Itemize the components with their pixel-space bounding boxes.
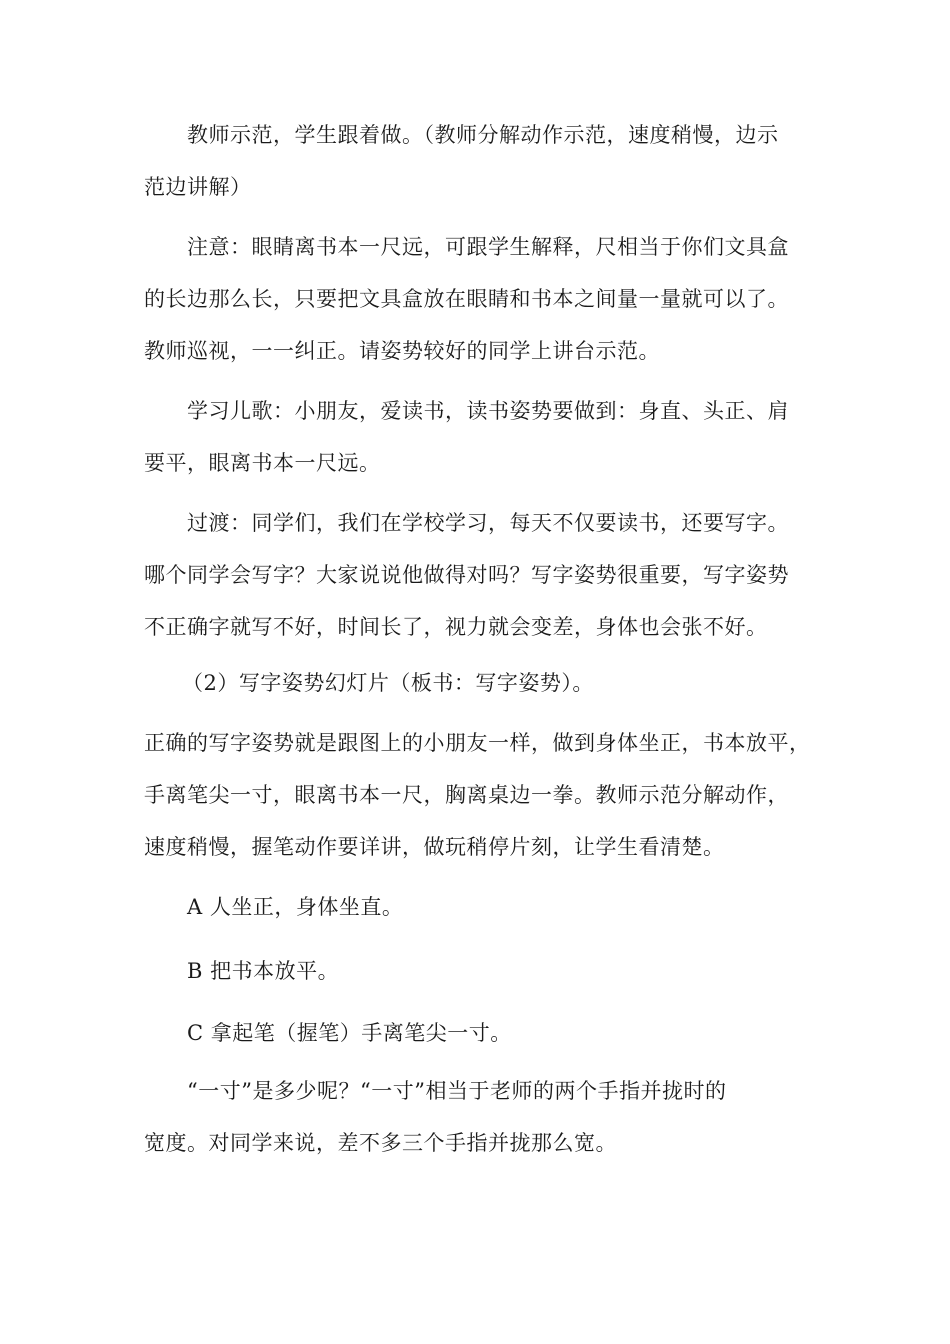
- paragraph-1-line-2: 范边讲解）: [144, 175, 252, 199]
- paragraph-3-line-1: 学习儿歌：小朋友，爱读书，读书姿势要做到：身直、头正、肩: [187, 399, 789, 423]
- paragraph-4-line-1: 过渡：同学们，我们在学校学习，每天不仅要读书，还要写字。: [187, 511, 789, 535]
- paragraph-10-line-1: “一寸”是多少呢？“一寸”相当于老师的两个手指并拢时的: [187, 1079, 727, 1103]
- paragraph-6-line-1: 正确的写字姿势就是跟图上的小朋友一样，做到身体坐正，书本放平，: [144, 731, 811, 755]
- list-item-a: A 人坐正，身体坐直。: [187, 895, 404, 919]
- paragraph-2-line-1: 注意：眼睛离书本一尺远，可跟学生解释，尺相当于你们文具盒: [187, 235, 789, 259]
- paragraph-4-line-2: 哪个同学会写字？大家说说他做得对吗？写字姿势很重要，写字姿势: [144, 563, 789, 587]
- paragraph-2-line-3: 教师巡视，一一纠正。请姿势较好的同学上讲台示范。: [144, 339, 660, 363]
- paragraph-6-line-2: 手离笔尖一寸，眼离书本一尺，胸离桌边一拳。教师示范分解动作，: [144, 783, 789, 807]
- list-item-c: C 拿起笔（握笔）手离笔尖一寸。: [187, 1021, 512, 1045]
- paragraph-10-line-2: 宽度。对同学来说，差不多三个手指并拢那么宽。: [144, 1131, 617, 1155]
- paragraph-4-line-3: 不正确字就写不好，时间长了，视力就会变差，身体也会张不好。: [144, 615, 768, 639]
- paragraph-2-line-2: 的长边那么长，只要把文具盒放在眼睛和书本之间量一量就可以了。: [144, 287, 789, 311]
- paragraph-6-line-3: 速度稍慢，握笔动作要详讲，做玩稍停片刻，让学生看清楚。: [144, 835, 725, 859]
- paragraph-5-line-1: （2）写字姿势幻灯片（板书：写字姿势）。: [182, 671, 594, 695]
- paragraph-3-line-2: 要平，眼离书本一尺远。: [144, 451, 381, 475]
- list-item-b: B 把书本放平。: [187, 959, 340, 983]
- paragraph-1-line-1: 教师示范，学生跟着做。（教师分解动作示范，速度稍慢，边示: [187, 123, 779, 147]
